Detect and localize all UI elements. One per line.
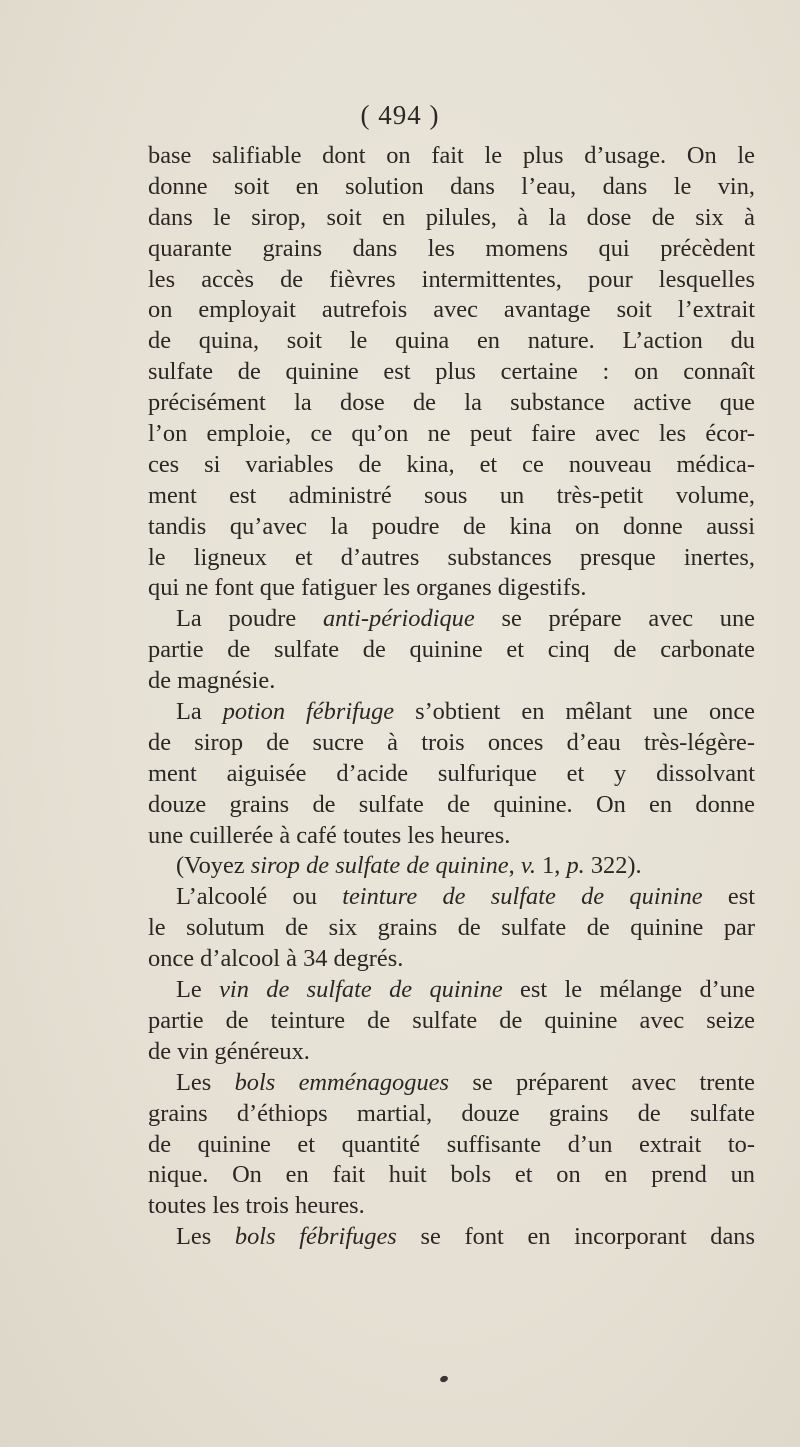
italic-text: potion fébrifuge [222,698,395,726]
text-run: ment est administré sous un très-petit volume, [148,481,755,509]
text-line [148,295,755,326]
text-run: quarante grains dans les momens qui précèdent [148,234,755,262]
text-line [148,821,755,852]
text-line [148,635,755,666]
text-line [148,357,755,388]
text-run: se font en incorporant dans [396,1223,755,1251]
text-run: L’alcoolé ou [176,883,343,911]
text-line [148,141,755,172]
italic-text: bols emménagogues [234,1068,449,1096]
text-run: once d’alcool à 34 degrés. [148,945,404,973]
text-run: on employait autrefois avec avantage soit l’extrait [148,296,755,324]
text-line [148,1099,755,1130]
text-line [148,419,755,450]
italic-text: sirop de sulfate de quinine [250,852,509,880]
text-line [148,481,755,512]
text-run: ment aiguisée d’acide sulfurique et y dissolvant [148,759,755,787]
text-run: de sirop de sucre à trois onces d’eau très-légère- [148,728,755,756]
text-run: qui ne font que fatiguer les organes digestifs. [148,574,587,602]
text-run: 1, [535,852,567,880]
text-line [148,759,755,790]
text-run: (Voyez [176,852,251,880]
text-run: partie de sulfate de quinine et cinq de carbonate [148,636,755,664]
text-run: toutes les trois heures. [148,1192,365,1220]
text-run: se préparent avec trente [448,1068,755,1096]
text-line [148,1130,755,1161]
text-line [148,265,755,296]
page-number: ( 494 ) [360,100,440,130]
text-run: dans le sirop, soit en pilules, à la dose de six à [148,203,755,231]
text-line [148,573,755,604]
text-line [148,604,755,635]
text-line [148,450,755,481]
text-line [148,975,755,1006]
text-run: La poudre [176,605,323,633]
text-run: est le mélange d’une [502,976,755,1004]
text-run: grains d’éthiops martial, douze grains de sulfate [148,1099,755,1127]
text-line [148,728,755,759]
ink-spot [439,1375,449,1383]
text-line [148,944,755,975]
text-run: , [508,852,521,880]
text-run: ces si variables de kina, et ce nouveau médica- [148,450,755,478]
italic-text: anti-périodique [322,605,475,633]
text-run: donne soit en solution dans l’eau, dans le vin, [148,172,755,200]
body-text [148,141,755,1253]
italic-text: teinture de sulfate de quinine [342,883,703,911]
text-line [148,851,755,882]
italic-text: p. [566,852,585,880]
text-run: précisément la dose de la substance active que [148,389,755,417]
italic-text: vin de sulfate de quinine [219,976,503,1004]
text-run: l’on emploie, ce qu’on ne peut faire avec les écor- [148,420,755,448]
text-line [148,388,755,419]
text-run: les accès de fièvres intermittentes, pour lesquelles [148,265,755,293]
text-run: douze grains de sulfate de quinine. On en donne [148,790,755,818]
text-line [148,326,755,357]
text-line [148,512,755,543]
italic-text: bols fébrifuges [234,1223,397,1251]
text-run: de quinine et quantité suffisante d’un extrait to- [148,1130,755,1158]
text-line [148,172,755,203]
text-run: s’obtient en mêlant une once [394,698,755,726]
text-run: de vin généreux. [148,1037,310,1065]
text-line [148,1037,755,1068]
text-run: Le [176,976,220,1004]
text-run: Les [176,1223,235,1251]
text-run: partie de teinture de sulfate de quinine avec seize [148,1006,755,1034]
text-run: de magnésie. [148,667,276,695]
text-run: une cuillerée à café toutes les heures. [148,821,511,849]
text-line [148,1006,755,1037]
text-line [148,1222,755,1253]
text-run: base salifiable dont on fait le plus d’usage. On le [148,142,755,169]
text-run: le solutum de six grains de sulfate de quinine par [148,914,755,942]
text-line [148,697,755,728]
text-line [148,1191,755,1222]
text-run: sulfate de quinine est plus certaine : on connaît [148,358,755,386]
text-run: Les [176,1068,235,1096]
text-line [148,913,755,944]
text-line [148,882,755,913]
text-run: le ligneux et d’autres substances presque inertes, [148,543,755,571]
italic-text: v. [520,852,536,880]
text-run: nique. On en fait huit bols et on en prend un [148,1161,755,1189]
text-line [148,790,755,821]
text-line [148,666,755,697]
text-run: La [176,698,223,726]
text-run: est [702,883,756,911]
text-line [148,1068,755,1099]
text-run: de quina, soit le quina en nature. L’action du [148,327,755,355]
text-line [148,234,755,265]
text-run: 322). [584,852,642,880]
text-run: tandis qu’avec la poudre de kina on donne aussi [148,512,755,540]
text-line [148,543,755,574]
text-line [148,1160,755,1191]
text-run: se prépare avec une [474,605,755,633]
text-line [148,203,755,234]
